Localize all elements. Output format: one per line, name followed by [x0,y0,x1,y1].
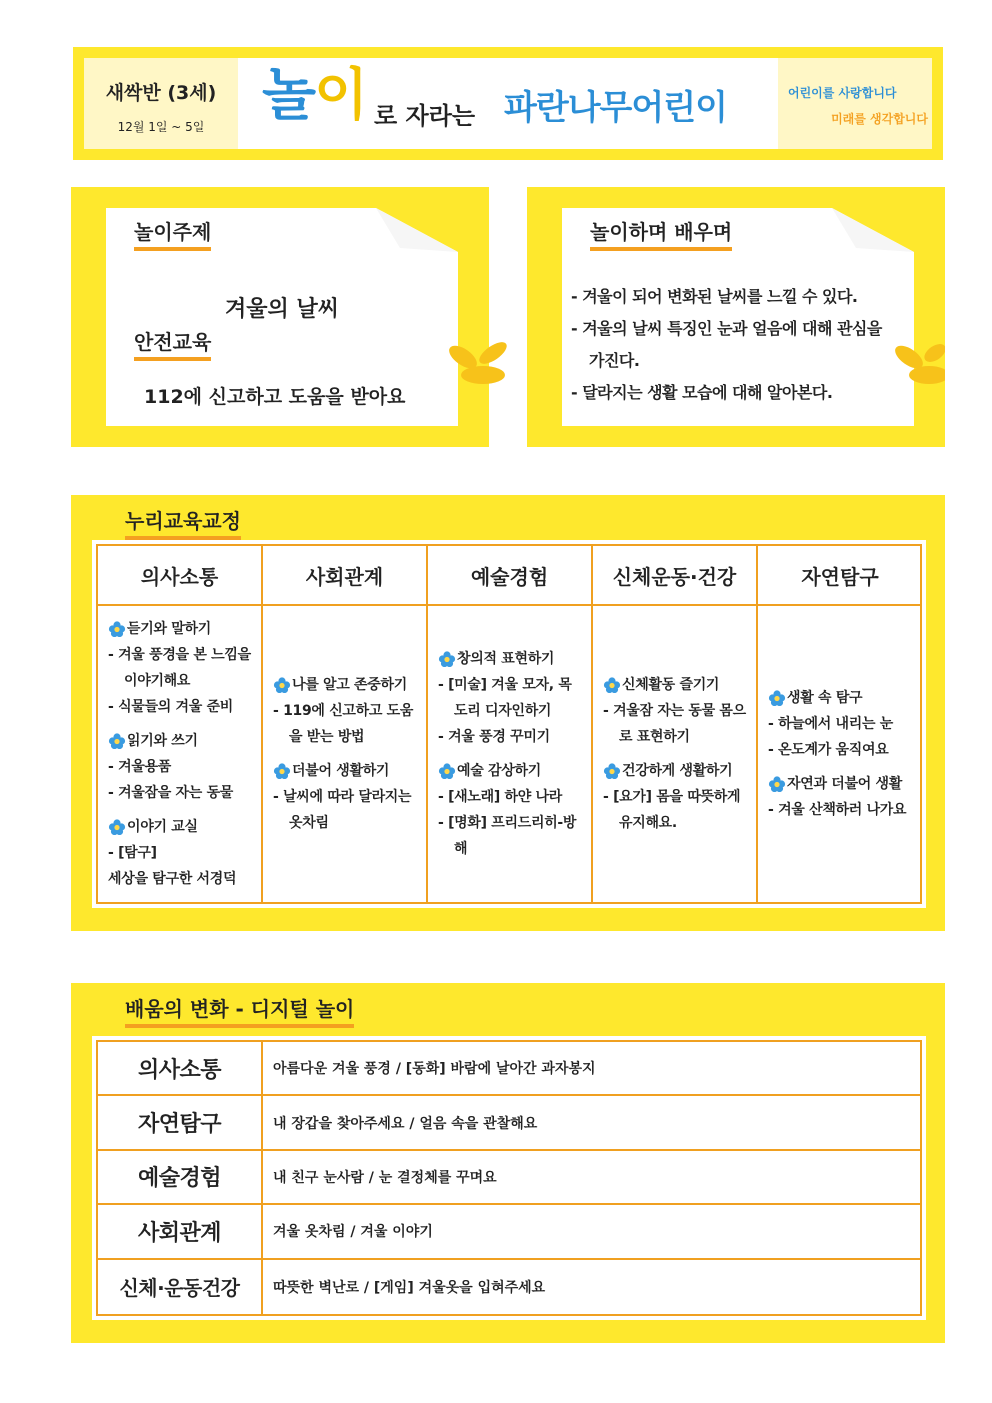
group-title-text: 생활 속 탐구 [787,690,863,706]
safety-heading: 안전교육 [134,326,211,361]
group-title [603,672,748,698]
motto-line-1: 어린이를 사랑합니다 [788,86,897,100]
group-item: - 겨울잠을 자는 동물 [108,785,234,801]
row-label: 예술경험 [98,1151,263,1203]
group-title [438,646,583,672]
flower-icon [273,763,291,779]
group-title-text: 신체활동 즐기기 [622,677,720,693]
curriculum-group [603,672,748,750]
goals-list [571,281,901,409]
group-item: - [탐구] [108,845,157,861]
safety-text: 112에 신고하고 도움을 받아요 [144,386,406,408]
class-info-box [84,58,238,149]
group-title [273,672,418,698]
group-item: - [요가] 몸을 따뜻하게 유지해요. [603,789,741,831]
header-inner [84,58,932,149]
flower-icon [768,690,786,706]
title-play [262,63,367,128]
group-title [108,728,253,754]
goal-item: - 겨울이 되어 변화된 날씨를 느낄 수 있다. [571,287,858,306]
topic-heading: 놀이주제 [134,216,211,251]
motto-line-2: 미래를 생각합니다 [831,112,928,126]
group-title-text: 나를 알고 존중하기 [292,677,407,693]
group-item: - 119에 신고하고 도움을 받는 방법 [273,703,414,745]
column-header: 자연탐구 [758,546,922,606]
group-item: - 날씨에 따라 달라지는 옷차림 [273,789,412,831]
group-item: - 겨울 풍경을 본 느낌을 이야기해요 [108,647,251,689]
group-item: - [명화] 프리드리히-방해 [438,815,577,857]
group-item: - [미술] 겨울 모자, 목도리 디자인하기 [438,677,572,719]
group-title [768,685,914,711]
table-row [98,1042,920,1096]
flower-icon [108,819,126,835]
group-item: - 겨울 풍경 꾸미기 [438,729,550,745]
group-item: - 겨울잠 자는 동물 몸으로 표현하기 [603,703,746,745]
column-header: 예술경험 [428,546,593,606]
curriculum-group [273,758,418,836]
curriculum-group [768,771,914,823]
column-header: 사회관계 [263,546,428,606]
group-item: 세상을 탐구한 서경덕 [108,871,237,887]
topic-title: 겨울의 날씨 [225,297,339,322]
table-row [98,1096,920,1150]
row-content: 내 친구 눈사람 / 눈 결정체를 꾸며요 [273,1169,497,1186]
title-play-second: 이 [314,63,367,128]
curriculum-group [438,758,583,862]
group-title-text: 읽기와 쓰기 [127,733,198,749]
group-title-text: 이야기 교실 [127,819,198,835]
goals-card [527,187,945,447]
row-content: 내 장갑을 찾아주세요 / 얼음 속을 관찰해요 [273,1115,538,1132]
title-particle: 로 자라는 [374,102,476,130]
flower-icon [438,651,456,667]
leaf-decoration-icon [889,339,945,389]
row-label: 의사소통 [98,1042,263,1094]
curriculum-cell [263,606,428,902]
group-title [438,758,583,784]
curriculum-cell [758,606,922,902]
school-name: 파란나무어린이 [504,88,727,128]
group-title-text: 창의적 표현하기 [457,651,555,667]
digital-play-section [71,983,945,1343]
flower-icon [768,776,786,792]
goal-item: - 겨울의 날씨 특징인 눈과 얼음에 대해 관심을 가진다. [571,319,882,370]
curriculum-group [108,728,253,806]
column-header: 신체운동·건강 [593,546,758,606]
row-content: 겨울 옷차림 / 겨울 이야기 [273,1224,433,1241]
group-title-text: 건강하게 생활하기 [622,763,733,779]
curriculum-table [92,540,926,908]
row-label: 자연탐구 [98,1096,263,1148]
group-title [108,616,253,642]
curriculum-section [71,495,945,931]
curriculum-group [273,672,418,750]
topic-card [71,187,489,447]
curriculum-group [108,616,253,720]
group-title-text: 더불어 생활하기 [292,763,390,779]
curriculum-grid [96,544,922,904]
group-title [768,771,914,797]
class-name: 새싹반 (3세) [105,82,217,104]
topic-card-paper [106,208,458,426]
group-title-text: 듣기와 말하기 [127,621,211,637]
table-row [98,1260,920,1314]
digital-table [92,1036,926,1320]
curriculum-group [603,758,748,836]
flower-icon [603,763,621,779]
motto-box [778,58,932,149]
flower-icon [108,733,126,749]
leaf-decoration-icon [443,339,517,389]
curriculum-heading: 누리교육교정 [125,505,241,540]
group-item: - 식물들의 겨울 준비 [108,699,234,715]
digital-heading: 배움의 변화 - 디지털 놀이 [125,993,354,1028]
header-banner [73,47,943,160]
digital-grid [96,1040,922,1316]
row-label: 사회관계 [98,1205,263,1257]
group-title [603,758,748,784]
row-content: 따뜻한 벽난로 / [게임] 겨울옷을 입혀주세요 [273,1279,546,1296]
group-item: - 온도계가 움직여요 [768,742,889,758]
group-item: - [새노래] 하얀 나라 [438,789,562,805]
group-title [108,814,253,840]
column-header: 의사소통 [98,546,263,606]
row-content: 아름다운 겨울 풍경 / [동화] 바람에 날아간 과자봉지 [273,1061,596,1078]
table-row [98,1205,920,1259]
flower-icon [603,677,621,693]
curriculum-cell [593,606,758,902]
date-range: 12월 1일 ~ 5일 [117,120,205,134]
goals-heading: 놀이하며 배우며 [590,216,732,251]
table-row [98,1151,920,1205]
group-item: - 겨울용품 [108,759,171,775]
title-play-first: 놀 [262,63,315,128]
curriculum-group [438,646,583,750]
group-title-text: 예술 감상하기 [457,763,541,779]
flower-icon [438,763,456,779]
curriculum-cell [428,606,593,902]
curriculum-group [108,814,253,892]
flower-icon [108,621,126,637]
group-title-text: 자연과 더불어 생활 [787,776,902,792]
flower-icon [273,677,291,693]
group-title [273,758,418,784]
group-item: - 하늘에서 내리는 눈 [768,716,894,732]
group-item: - 겨울 산책하러 나가요 [768,802,907,818]
curriculum-group [768,685,914,763]
curriculum-cell [98,606,263,902]
row-label: 신체·운동건강 [98,1260,263,1314]
goal-item: - 달라지는 생활 모습에 대해 알아본다. [571,383,833,402]
